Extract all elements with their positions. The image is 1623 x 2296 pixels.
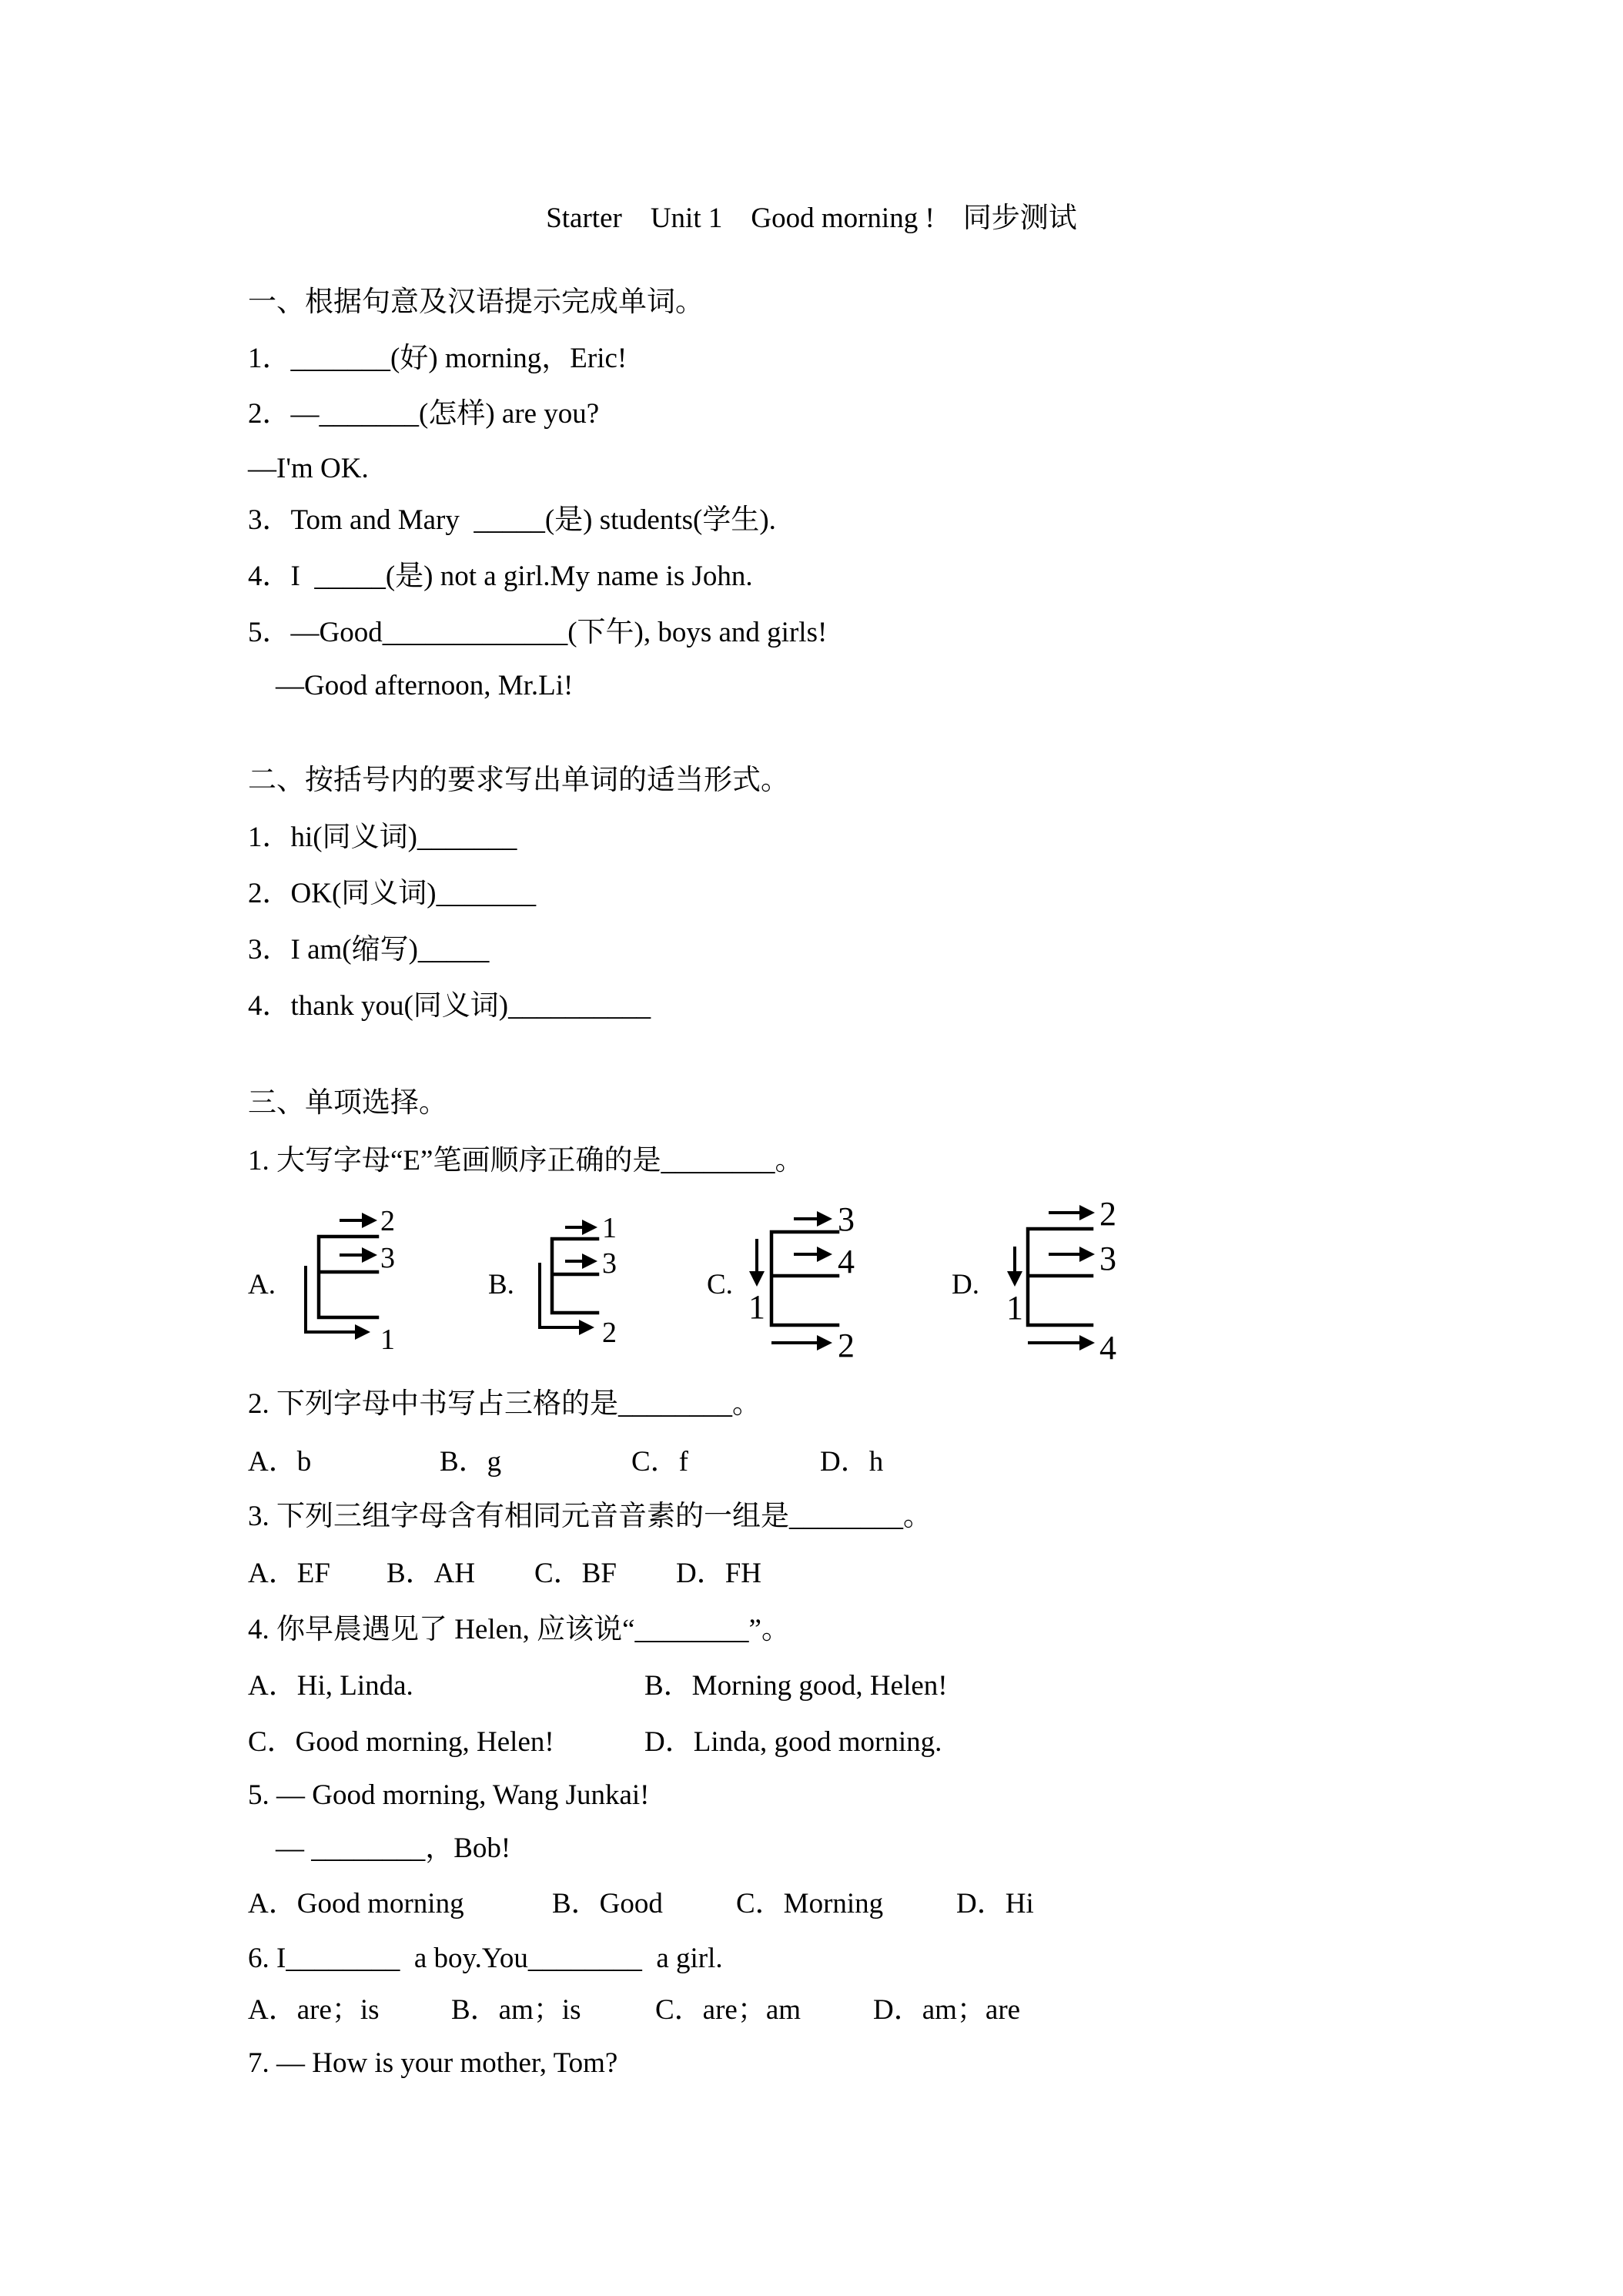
section-2-item-1: 1．hi(同义词)_______ — [248, 822, 517, 853]
q5-option-a: A．Good morning — [248, 1888, 464, 1919]
section-2-heading: 二、按括号内的要求写出单词的适当形式。 — [248, 765, 789, 796]
letter-e-shape — [552, 1239, 597, 1313]
stroke-arrow-bottom — [540, 1263, 591, 1327]
q6-option-a: A．are；is — [248, 1994, 380, 2026]
q5-reply: — ________，Bob! — [276, 1832, 511, 1864]
q6-option-c: C．are；am — [655, 1994, 801, 2026]
q2-option-b: B．g — [440, 1446, 502, 1478]
q6-stem: 6. I________ a boy.You________ a girl. — [248, 1943, 723, 1974]
q4-option-d: D．Linda, good morning. — [644, 1726, 942, 1758]
q4-option-a: A．Hi, Linda. — [248, 1670, 413, 1702]
stroke-number-top: 3 — [838, 1200, 855, 1238]
section-2-item-2: 2．OK(同义词)_______ — [248, 878, 537, 909]
section-2-item-3: 3．I am(缩写)_____ — [248, 934, 490, 966]
q2-option-a: A．b — [248, 1446, 312, 1478]
section-3-heading: 三、单项选择。 — [248, 1087, 447, 1119]
section-1-item-5: 5．—Good_____________(下午), boys and girls! — [248, 617, 828, 648]
q2-option-c: C．f — [631, 1446, 688, 1478]
stroke-number-top: 1 — [602, 1212, 617, 1244]
q3-option-d: D．FH — [676, 1558, 762, 1589]
stroke-number-top: 2 — [380, 1205, 395, 1237]
stroke-number-left: 1 — [748, 1288, 765, 1326]
section-1-item-3: 3．Tom and Mary _____(是) students(学生). — [248, 504, 776, 536]
q5-option-c: C．Morning — [736, 1888, 884, 1919]
stroke-number-left: 1 — [1006, 1289, 1023, 1327]
q3-option-c: C．BF — [534, 1558, 617, 1589]
q2-stem: 2. 下列字母中书写占三格的是________。 — [248, 1388, 761, 1420]
q1-figure-option-b — [540, 1212, 617, 1349]
q3-option-a: A．EF — [248, 1558, 330, 1589]
q6-option-d: D．am；are — [873, 1994, 1021, 2026]
section-1-item-2-reply: —I'm OK. — [248, 453, 369, 484]
section-1-item-1: 1．_______(好) morning，Eric! — [248, 343, 627, 374]
stroke-number-bottom: 2 — [838, 1327, 855, 1364]
q4-option-c: C．Good morning, Helen! — [248, 1726, 554, 1758]
stroke-arrow-bottom — [306, 1266, 367, 1332]
q6-option-b: B．am；is — [451, 1994, 581, 2026]
q1-option-b-label: B. — [488, 1269, 514, 1300]
stroke-number-middle: 4 — [838, 1243, 855, 1280]
q1-figure-option-a — [306, 1205, 395, 1356]
stroke-number-bottom: 4 — [1099, 1329, 1116, 1367]
section-1-item-2: 2．—_______(怎样) are you? — [248, 398, 600, 430]
q5-option-d: D．Hi — [956, 1888, 1034, 1919]
q1-figure-option-c — [748, 1200, 855, 1364]
q1-option-c-label: C. — [707, 1269, 733, 1300]
section-1-heading: 一、根据句意及汉语提示完成单词。 — [248, 286, 704, 318]
q3-stem: 3. 下列三组字母含有相同元音音素的一组是________。 — [248, 1501, 932, 1532]
q5-stem: 5. — Good morning, Wang Junkai! — [248, 1779, 650, 1811]
stroke-number-bottom: 1 — [380, 1324, 395, 1356]
letter-e-shape — [319, 1237, 377, 1317]
q1-option-a-label: A. — [248, 1269, 276, 1300]
letter-e-shape — [771, 1232, 838, 1325]
stroke-number-bottom: 2 — [602, 1317, 617, 1349]
q3-option-b: B．AH — [387, 1558, 476, 1589]
stroke-number-middle: 3 — [380, 1242, 395, 1274]
q1-stem: 1. 大写字母“E”笔画顺序正确的是________。 — [248, 1145, 804, 1176]
stroke-number-middle: 3 — [1099, 1240, 1116, 1277]
q2-option-d: D．h — [820, 1446, 884, 1478]
q1-figure-option-d — [1006, 1195, 1116, 1367]
stroke-number-middle: 3 — [602, 1247, 617, 1280]
q1-option-d-label: D. — [952, 1269, 979, 1300]
letter-e-shape — [1028, 1229, 1092, 1325]
section-2-item-4: 4．thank you(同义词)__________ — [248, 990, 651, 1022]
section-1-item-5-reply: —Good afternoon, Mr.Li! — [276, 670, 574, 701]
q4-option-b: B．Morning good, Helen! — [644, 1670, 948, 1702]
section-1-item-4: 4．I _____(是) not a girl.My name is John. — [248, 561, 753, 592]
q5-option-b: B．Good — [552, 1888, 663, 1919]
stroke-order-figures — [0, 1186, 1623, 1378]
stroke-number-top: 2 — [1099, 1195, 1116, 1233]
q7-stem: 7. — How is your mother, Tom? — [248, 2047, 618, 2079]
q4-stem: 4. 你早晨遇见了 Helen, 应该说“________”。 — [248, 1614, 790, 1645]
document-title: Starter Unit 1 Good morning ! 同步测试 — [546, 202, 1077, 234]
